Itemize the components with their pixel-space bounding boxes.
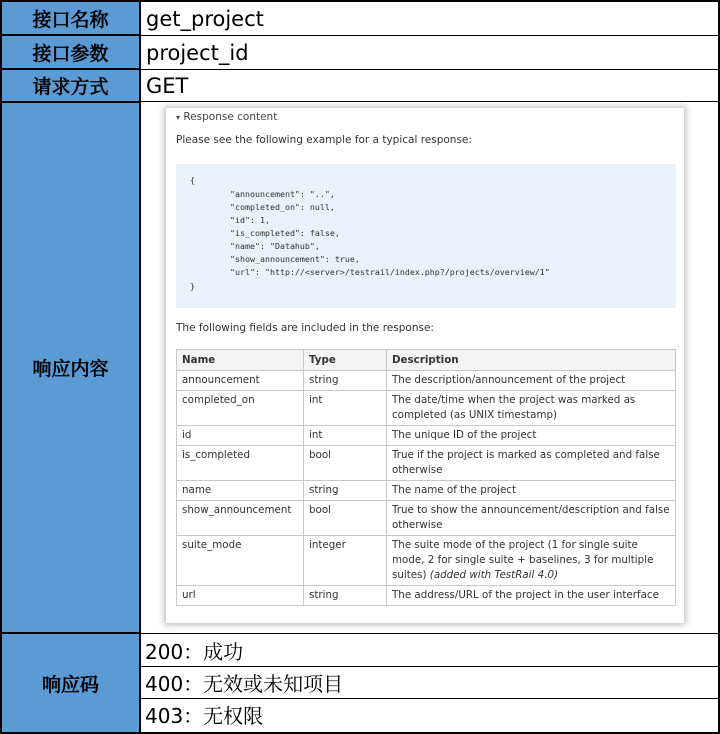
- value-interface-params: project_id: [141, 36, 718, 70]
- chevron-down-icon: ▾: [176, 113, 181, 122]
- code-line: }: [190, 281, 195, 291]
- code-line: "completed_on": null,: [230, 202, 335, 212]
- table-row: [177, 446, 676, 481]
- field-type: string: [304, 586, 387, 606]
- label-interface-params: 接口参数: [2, 36, 139, 70]
- table-row: [177, 371, 676, 391]
- label-response-codes: 响应码: [2, 634, 139, 732]
- code-line: "url": "http://<server>/testrail/index.php?/projects/overview/1": [230, 267, 550, 277]
- label-response-content: 响应内容: [2, 103, 139, 634]
- field-description: True to show the announcement/description and false otherwise: [387, 501, 676, 536]
- fields-table: [176, 349, 676, 606]
- field-name: completed_on: [177, 391, 304, 426]
- table-row: [177, 536, 676, 586]
- response-code-400: 400：无效或未知项目: [141, 667, 718, 699]
- table-row: [177, 481, 676, 501]
- field-description: True if the project is marked as completed and false otherwise: [387, 446, 676, 481]
- table-row: [177, 391, 676, 426]
- field-type: string: [304, 481, 387, 501]
- field-description: The date/time when the project was marked as completed (as UNIX timestamp): [387, 391, 676, 426]
- label-interface-name: 接口名称: [2, 2, 139, 36]
- table-row: [177, 586, 676, 606]
- code-line: {: [190, 175, 195, 185]
- code-line: "is_completed": false,: [230, 228, 340, 238]
- field-description: [387, 536, 676, 586]
- field-type: bool: [304, 446, 387, 481]
- response-code-200: 200：成功: [141, 635, 718, 667]
- table-header-row: [177, 350, 676, 371]
- field-name: show_announcement: [177, 501, 304, 536]
- column-header: Name: [177, 350, 304, 371]
- field-description: The address/URL of the project in the user interface: [387, 586, 676, 606]
- field-description: The name of the project: [387, 481, 676, 501]
- fields-intro: The following fields are included in the response:: [176, 322, 434, 334]
- code-example: [176, 164, 676, 308]
- field-type: int: [304, 391, 387, 426]
- code-line: "announcement": "..",: [230, 189, 335, 199]
- field-description: The description/announcement of the project: [387, 371, 676, 391]
- field-name: is_completed: [177, 446, 304, 481]
- suite-mode-description: The suite mode of the project (1 for single suite mode, 2 for single suite + baselines, 3 for multiple suites): [392, 539, 654, 581]
- field-type: int: [304, 426, 387, 446]
- column-header: Description: [387, 350, 676, 371]
- field-name: id: [177, 426, 304, 446]
- field-type: string: [304, 371, 387, 391]
- response-intro: Please see the following example for a typical response:: [176, 134, 472, 146]
- table-row: [177, 501, 676, 536]
- field-name: announcement: [177, 371, 304, 391]
- field-name: suite_mode: [177, 536, 304, 586]
- field-type: integer: [304, 536, 387, 586]
- column-header: Type: [304, 350, 387, 371]
- value-request-method: GET: [141, 70, 718, 102]
- field-name: name: [177, 481, 304, 501]
- response-content-title: Response content: [183, 111, 278, 123]
- label-request-method: 请求方式: [2, 70, 139, 103]
- response-docs-screenshot: [166, 108, 684, 623]
- field-description: The unique ID of the project: [387, 426, 676, 446]
- value-interface-name: get_project: [141, 2, 718, 36]
- response-content-header[interactable]: [176, 111, 277, 123]
- field-name: url: [177, 586, 304, 606]
- table-row: [177, 426, 676, 446]
- code-line: "show_announcement": true,: [230, 254, 360, 264]
- suite-mode-note: (added with TestRail 4.0): [429, 569, 559, 581]
- code-line: "id": 1,: [230, 215, 270, 225]
- code-line: "name": "Datahub",: [230, 241, 320, 251]
- field-type: bool: [304, 501, 387, 536]
- response-code-403: 403：无权限: [145, 704, 264, 728]
